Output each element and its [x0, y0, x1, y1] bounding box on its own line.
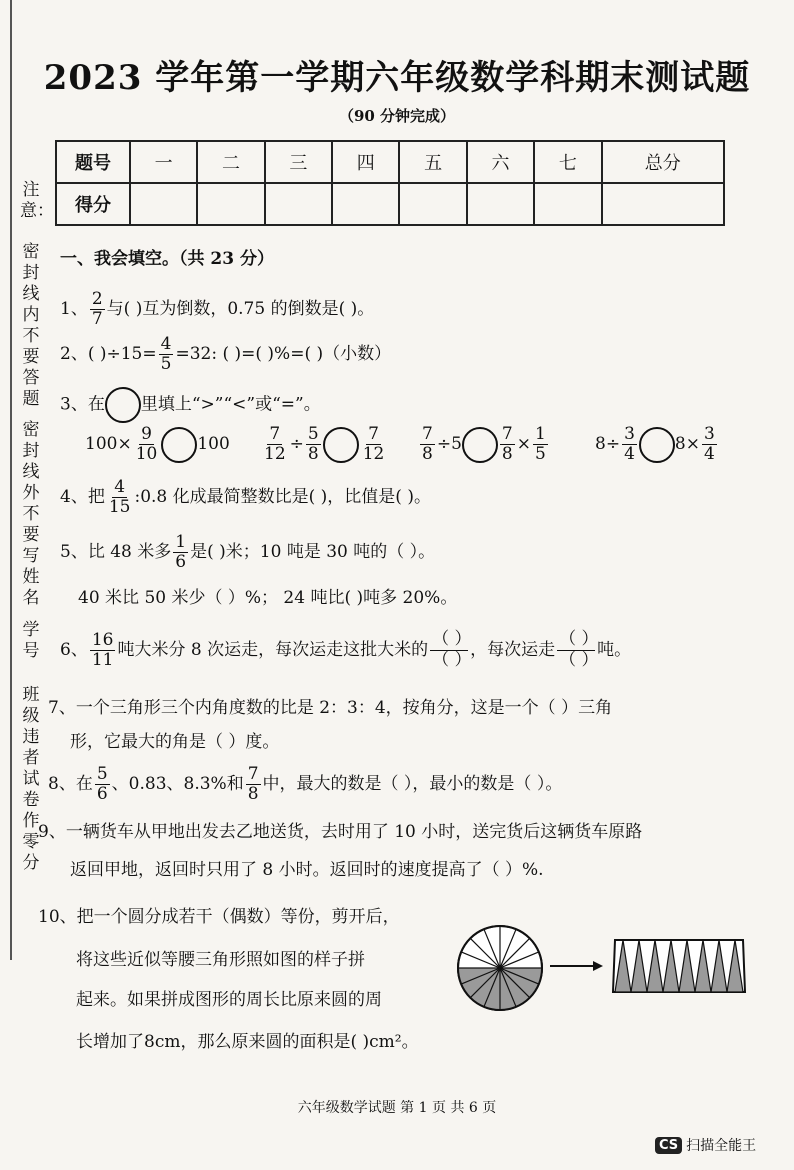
question-2: 2、( )÷15= $\frac{4}{5}$ =32: ( )=( )%=( )（小数） — [60, 334, 392, 374]
divided-circle — [458, 926, 542, 1010]
question-9-line2: 返回甲地，返回时只用了 8 小时。返回时的速度提高了（ ）%. — [70, 860, 544, 880]
question-7-line2: 形，它最大的角是（ ）度。 — [70, 732, 280, 752]
exam-title: 2023 学年第一学期六年级数学科期末测试题 — [43, 58, 751, 98]
cell-q4: 四 — [332, 141, 399, 183]
class-label: 班级违者试卷作零分 — [22, 685, 40, 873]
score-input[interactable] — [332, 183, 399, 225]
question-3: 3、在 里填上“>”“<”或“=”。 — [60, 387, 321, 423]
note-label: 注意： — [20, 180, 54, 221]
q3-expr-2: $\frac{7}{12}$ ÷ $\frac{5}{8}$ $\frac{7}{12}$ — [264, 424, 385, 464]
blank-fraction[interactable]: $\frac{( )}{( )}$ — [432, 629, 472, 670]
score-input[interactable] — [130, 183, 197, 225]
exam-duration: （90 分钟完成） — [338, 107, 456, 125]
q3-expr-3: $\frac{7}{8}$ ÷5 $\frac{7}{8}$ × $\frac{1}{5}$ — [422, 424, 546, 464]
cell-q2: 二 — [197, 141, 264, 183]
score-table — [55, 140, 725, 226]
scanner-app-name: 扫描全能王 — [686, 1138, 757, 1154]
warn-inside: 密封线内不要答题 — [22, 242, 40, 409]
compare-circle — [105, 387, 141, 423]
question-10-line2: 将这些近似等腰三角形照如图的样子拼 — [76, 950, 365, 970]
cell-q5: 五 — [399, 141, 466, 183]
question-6: 6、 $\frac{16}{11}$ 吨大米分 8 次运走，每次运走这批大米的 $\frac{( )}{( )}$ ，每次运走 $\frac{( )}{( )}$ 吨。 — [60, 629, 632, 670]
q3-expr-1: 100× $\frac{9}{10}$ 100 — [85, 424, 230, 464]
question-7: 7、一个三角形三个内角度数的比是 2：3：4，按角分，这是一个（ ）三角 — [48, 698, 613, 718]
section-heading: 一、我会填空。（共 23 分） — [60, 249, 274, 269]
answer-circle[interactable] — [161, 427, 197, 463]
score-input[interactable] — [197, 183, 264, 225]
cell-question-no: 题号 — [56, 141, 130, 183]
camscanner-logo: CS — [655, 1137, 682, 1154]
question-5-line2: 40 米比 50 米少（ ）%； 24 吨比( )吨多 20%。 — [78, 588, 458, 608]
warn-outside: 密封线外不要写姓名 — [22, 420, 40, 608]
question-10: 10、把一个圆分成若干（偶数）等份，剪开后， — [38, 907, 400, 927]
q3-expr-4: 8÷ $\frac{3}{4}$ 8× $\frac{3}{4}$ — [595, 424, 715, 464]
score-input[interactable] — [534, 183, 601, 225]
binding-strip — [0, 0, 54, 1170]
scanner-watermark — [655, 1135, 756, 1155]
binding-line — [10, 0, 12, 960]
question-5: 5、比 48 米多 $\frac{1}{6}$ 是( )米；10 吨是 30 吨的（ ）。 — [60, 532, 436, 572]
cell-q6: 六 — [467, 141, 534, 183]
question-8: 8、在 $\frac{5}{6}$ 、0.83、8.3%和 $\frac{7}{8}$ 中，最大的数是（ ），最小的数是（ ）。 — [48, 764, 563, 804]
page-footer: 六年级数学试题 第 1 页 共 6 页 — [297, 1100, 497, 1116]
answer-circle[interactable] — [639, 427, 675, 463]
blank-fraction[interactable]: $\frac{( )}{( )}$ — [559, 629, 599, 670]
question-10-line4: 长增加了8cm，那么原来圆的面积是( )cm²。 — [76, 1032, 419, 1052]
answer-circle[interactable] — [462, 427, 498, 463]
circle-to-parallelogram-figure — [455, 918, 755, 1018]
question-9: 9、一辆货车从甲地出发去乙地送货，去时用了 10 小时，送完货后这辆货车原路 — [38, 822, 643, 842]
rearranged-strip — [613, 940, 745, 992]
score-input[interactable] — [399, 183, 466, 225]
fraction: $\frac{4}{5}$ — [160, 334, 172, 374]
cell-total: 总分 — [602, 141, 724, 183]
cell-q3: 三 — [265, 141, 332, 183]
cell-score-label: 得分 — [56, 183, 130, 225]
score-header-row — [56, 141, 724, 183]
score-value-row — [56, 183, 724, 225]
question-10-line3: 起来。如果拼成图形的周长比原来圆的周 — [76, 990, 382, 1010]
question-4: 4、把 $\frac{4}{15}$ :0.8 化成最简整数比是( )，比值是( )。 — [60, 477, 431, 517]
answer-circle[interactable] — [323, 427, 359, 463]
student-id-label: 学号 — [22, 620, 40, 661]
score-input[interactable] — [265, 183, 332, 225]
score-input[interactable] — [602, 183, 724, 225]
cell-q1: 一 — [130, 141, 197, 183]
cell-q7: 七 — [534, 141, 601, 183]
fraction: $\frac{2}{7}$ — [91, 289, 103, 329]
question-1: 1、 $\frac{2}{7}$ 与( )互为倒数，0.75 的倒数是( )。 — [60, 289, 375, 329]
score-input[interactable] — [467, 183, 534, 225]
arrow — [550, 961, 603, 971]
